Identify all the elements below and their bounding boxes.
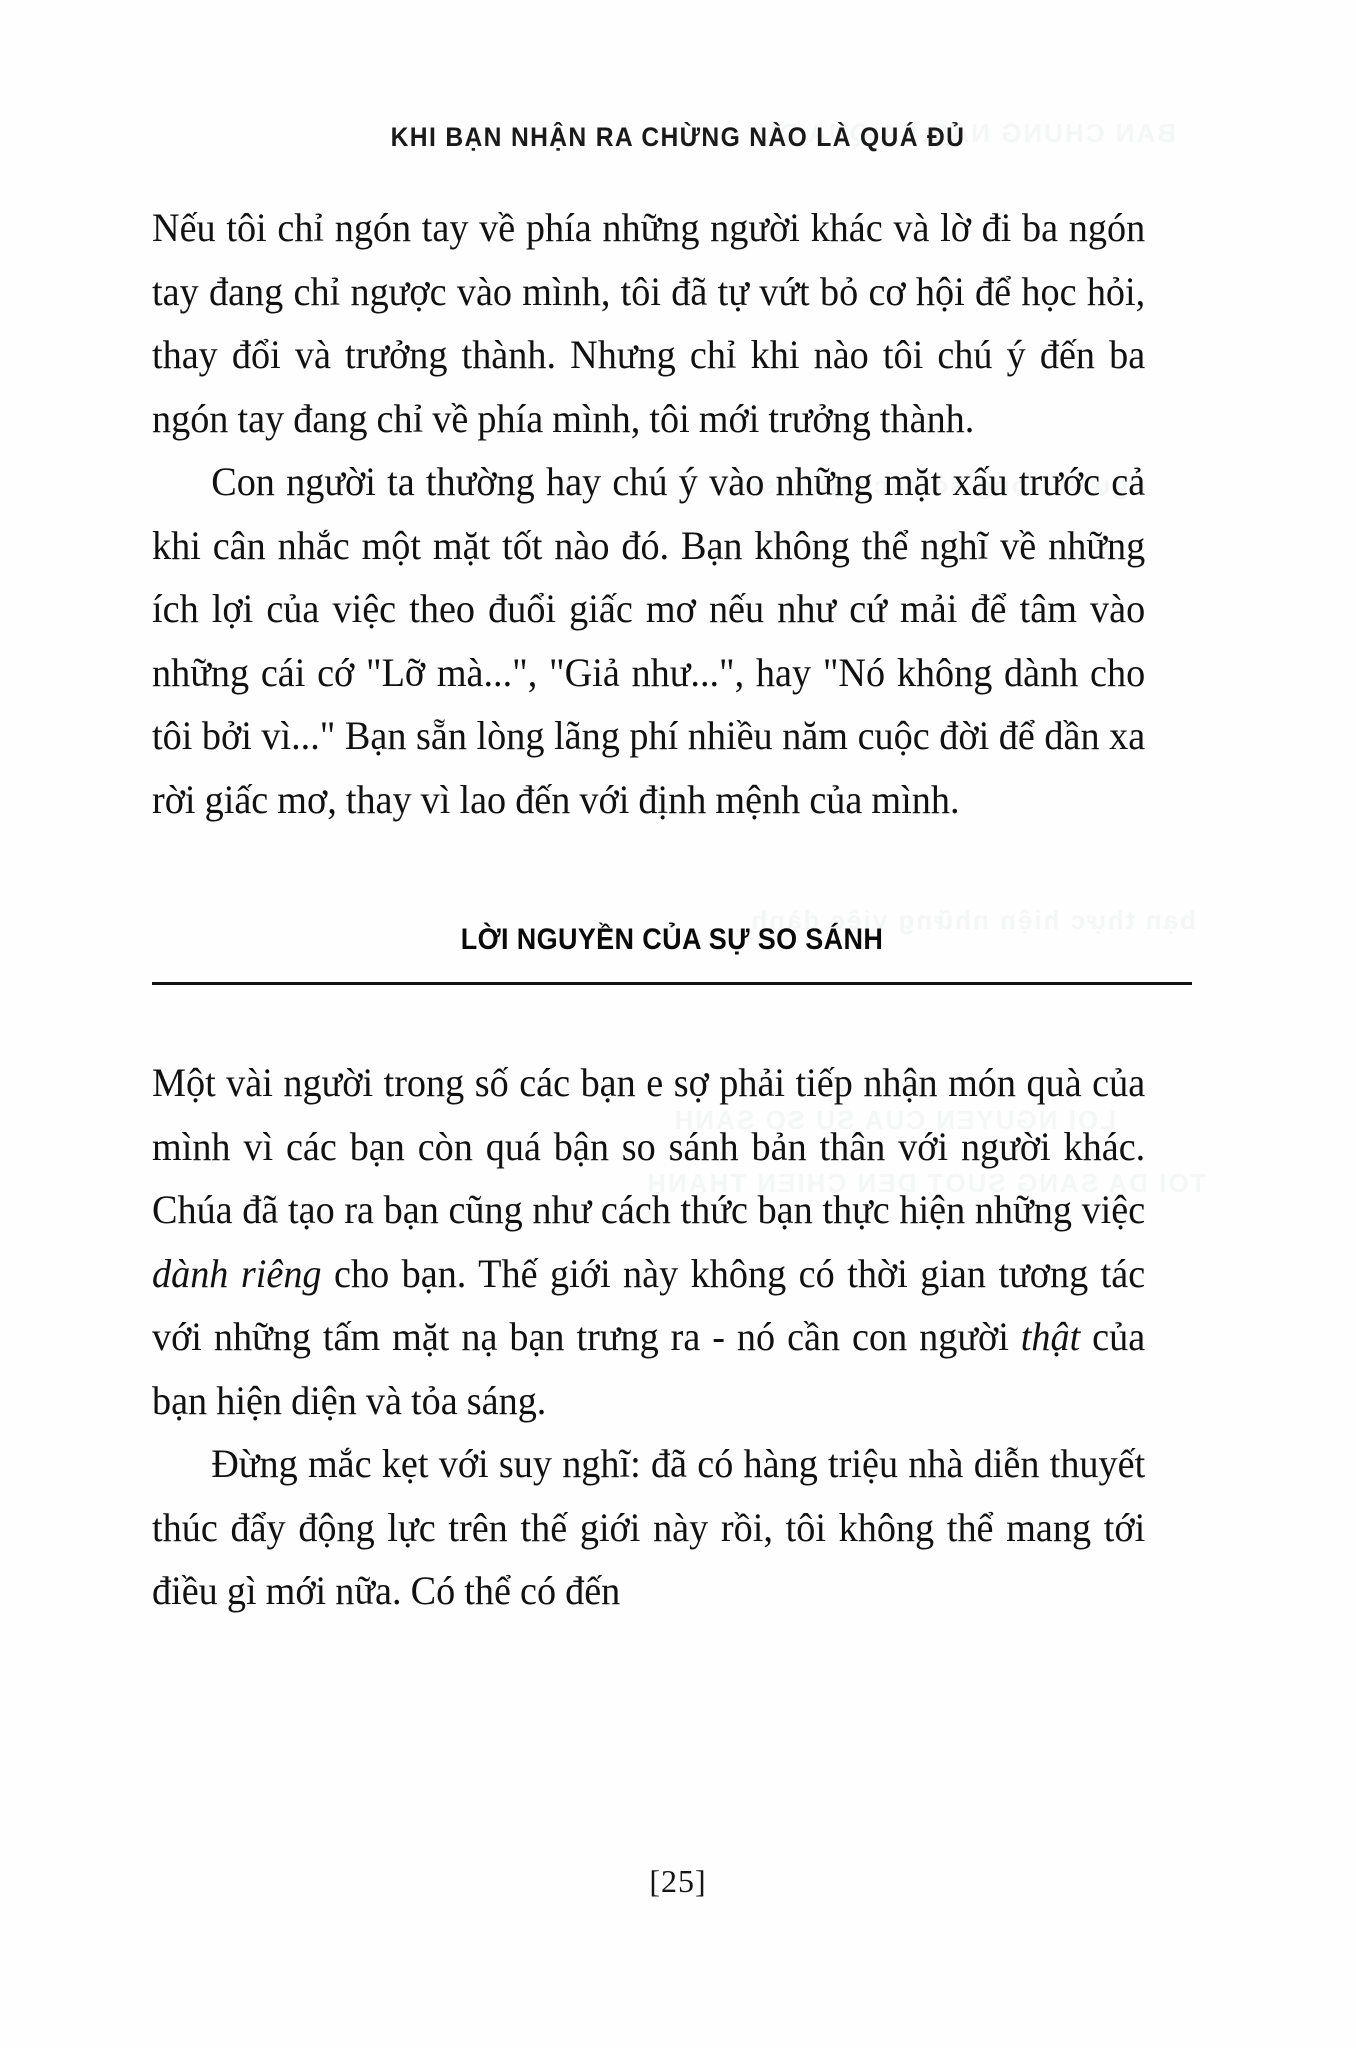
paragraph-3-text-3: của bạn hiện diện và tỏa sáng. (152, 1314, 1146, 1423)
paragraph-2: Con người ta thường hay chú ý vào những mặt xấu trước cả khi cân nhắc một mặt tốt nào đó. Bạn không thể nghĩ về những ích lợi của việc theo đuổi giấc mơ nếu như cứ mải để tâm vào những cái cớ "Lỡ mà...", "Giả như...", hay "Nó không dành cho tôi bởi vì..." Bạn sẵn lòng lãng phí nhiều năm cuộc đời để dần xa rời giấc mơ, thay vì lao đến với định mệnh của mình. (152, 459, 1146, 822)
paragraph-3 (152, 1051, 1145, 1432)
page-number: [25] (649, 1863, 707, 1899)
page-body (152, 196, 1192, 1623)
paragraph-3-text-1: Một vài người trong số các bạn e sợ phải tiếp nhận món quà của mình vì các bạn còn quá bận so sánh bản thân với người khác. Chúa đã tạo ra bạn cũng như cách thức bạn thực hiện những việc (152, 1060, 1146, 1232)
paragraph-1: Nếu tôi chỉ ngón tay về phía những người khác và lờ đi ba ngón tay đang chỉ ngược vào mình, tôi đã tự vứt bỏ cơ hội để học hỏi, thay đổi và trưởng thành. Nhưng chỉ khi nào tôi chú ý đến ba ngón tay đang chỉ về phía mình, tôi mới trưởng thành. (152, 205, 1146, 441)
paragraph-4: Đừng mắc kẹt với suy nghĩ: đã có hàng triệu nhà diễn thuyết thúc đẩy động lực trên thế giới này rồi, tôi không thể mang tới điều gì mới nữa. Có thể có đến (152, 1441, 1146, 1613)
section-body (152, 985, 1192, 1623)
section-heading: LỜI NGUYỀN CỦA SỰ SO SÁNH (460, 923, 884, 956)
paragraph-3-text-2: cho bạn. Thế giới này không có thời gian tương tác với những tấm mặt nạ bạn trưng ra - nó cần con người (152, 1250, 1146, 1359)
running-head: KHI BẠN NHẬN RA CHỪNG NÀO LÀ QUÁ ĐỦ (390, 122, 966, 152)
paragraph-3-emphasis-1: dành riêng (152, 1250, 322, 1296)
paragraph-3-emphasis-2: thật (1020, 1314, 1081, 1359)
